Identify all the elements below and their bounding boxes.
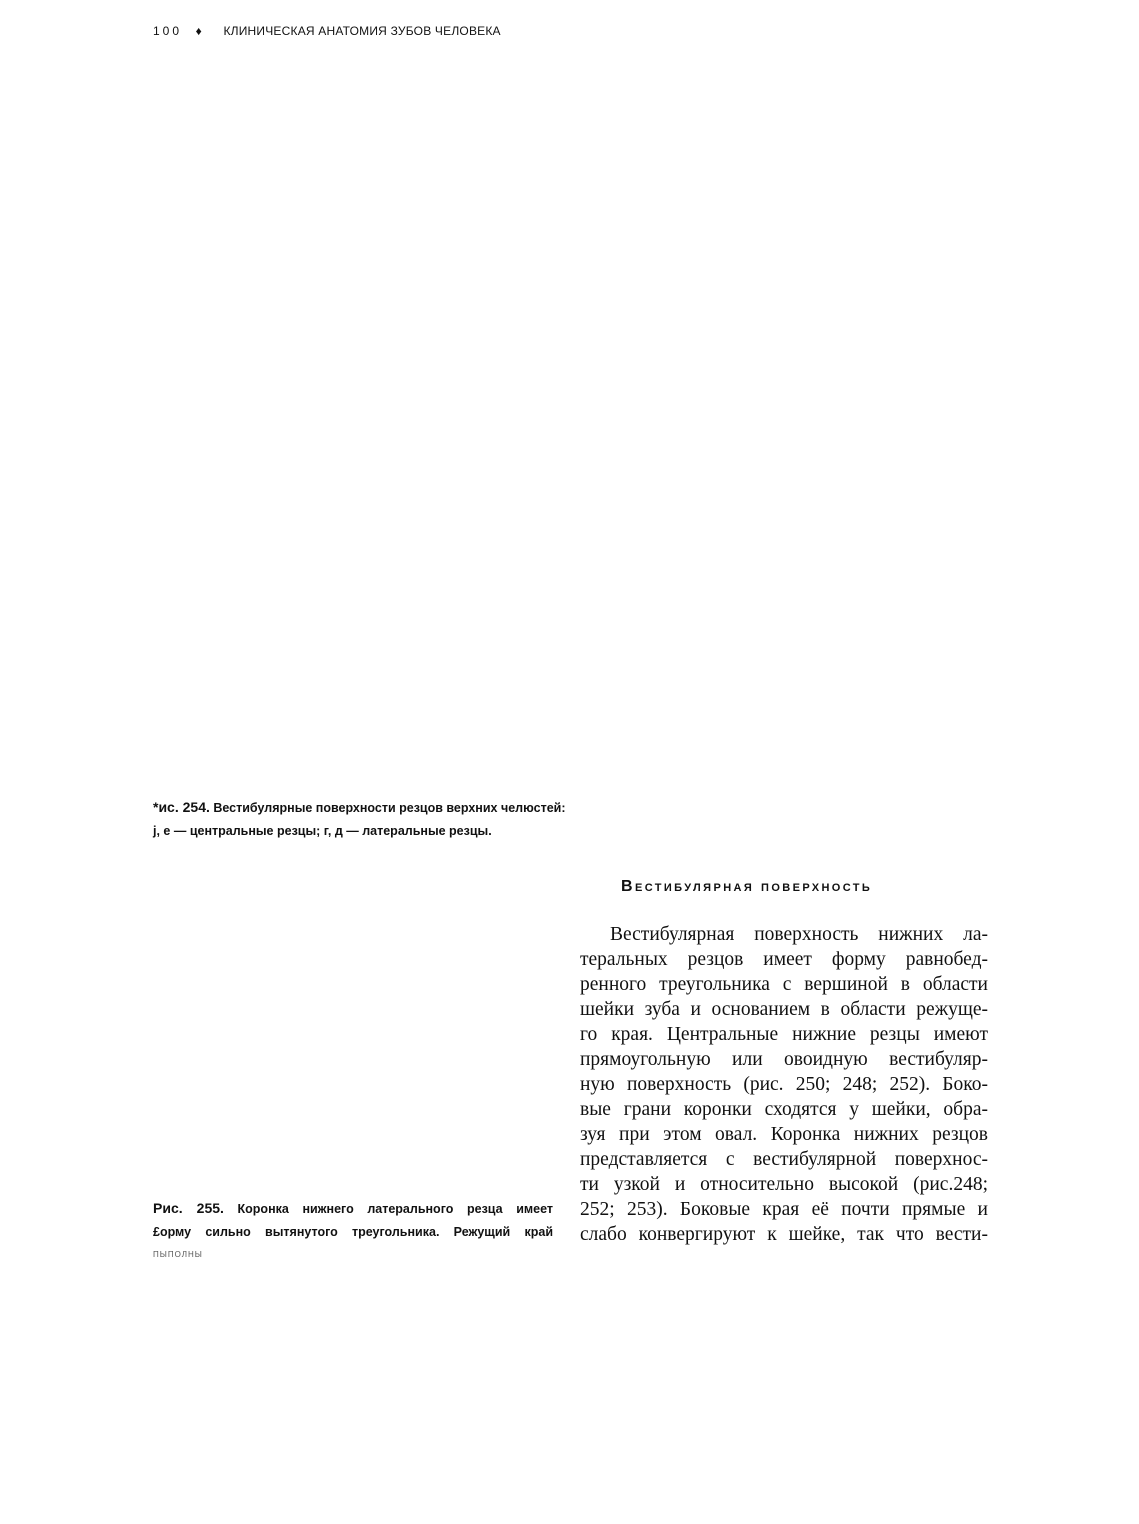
body-text-line: го края. Центральные нижние резцы имеют [580, 1024, 988, 1045]
body-text-line: шейки зуба и основанием в области режуще- [580, 999, 988, 1020]
figure-255-caption-line-1 [153, 1197, 553, 1221]
figure-255-label: Рис. 255. [153, 1200, 224, 1216]
body-text-line: слабо конвергируют к шейке, так что вести- [580, 1224, 988, 1245]
body-text-line: теральных резцов имеет форму равнобед- [580, 949, 988, 970]
body-text-line: ренного треугольника с вершиной в области [580, 974, 988, 995]
body-text-line: ную поверхность (рис. 250; 248; 252). Боко- [580, 1074, 988, 1095]
figure-254-caption-line-2: j, е — центральные резцы; г, д — латеральные резцы. [153, 824, 492, 838]
figure-255-caption [153, 1197, 553, 1259]
figure-254-caption [153, 796, 566, 843]
body-text-line: вые грани коронки сходятся у шейки, обра- [580, 1099, 988, 1120]
figure-255-caption-line-2: £орму сильно вытянутого треугольника. Режущий край [153, 1225, 553, 1239]
figure-255-caption-text-1: Коронка нижнего латерального резца имеет [237, 1202, 553, 1216]
figure-254-caption-text-1: Вестибулярные поверхности резцов верхних челюстей: [213, 801, 566, 815]
section-heading: Вестибулярная поверхность [621, 878, 873, 895]
body-text-line: ти узкой и относительно высокой (рис.248; [580, 1174, 988, 1195]
page-number: 100 [153, 24, 183, 38]
body-text-line: Вестибулярная поверхность нижних ла- [610, 924, 988, 945]
figure-255-caption-line-3: ПЫПОЛНЫ [153, 1250, 203, 1259]
body-text-line: 252; 253). Боковые края её почти прямые и [580, 1199, 988, 1220]
body-text [580, 922, 988, 1247]
body-text-line: прямоугольную или овоидную вестибуляр- [580, 1049, 988, 1070]
figure-254-label: *ис. 254. [153, 799, 210, 815]
body-text-line: зуя при этом овал. Коронка нижних резцов [580, 1124, 988, 1145]
diamond-bullet-icon: ♦ [195, 24, 202, 38]
running-head-title: КЛИНИЧЕСКАЯ АНАТОМИЯ ЗУБОВ ЧЕЛОВЕКА [223, 24, 501, 38]
running-head [153, 24, 501, 38]
figure-254-caption-line-1 [153, 796, 566, 820]
body-text-line: представляется с вестибулярной поверхнос- [580, 1149, 988, 1170]
